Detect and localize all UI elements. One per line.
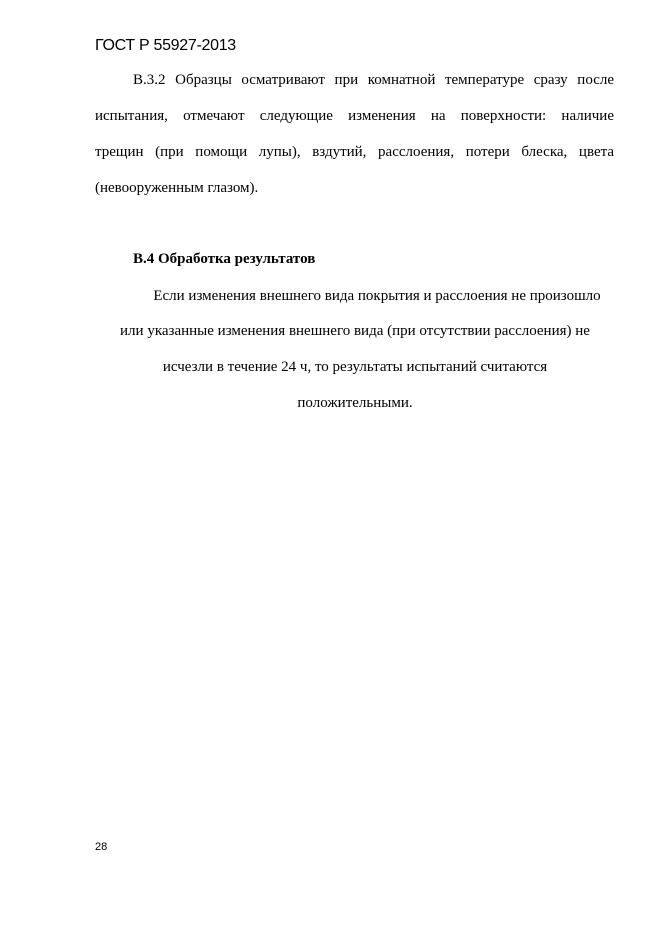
paragraph-line: (невооруженным глазом).: [95, 180, 259, 196]
paragraph-line: положительными.: [297, 395, 413, 411]
section-heading: В.4 Обработка результатов: [133, 251, 316, 267]
paragraph-line: исчезли в течение 24 ч, то результаты испытаний считаются: [162, 359, 548, 375]
paragraph-line: трещин (при помощи лупы), вздутий, расслоения, потери блеска, цвета: [95, 144, 614, 160]
document-header: ГОСТ Р 55927-2013: [95, 37, 236, 54]
paragraph-line: В.3.2 Образцы осматривают при комнатной температуре сразу после: [133, 72, 614, 88]
paragraph-line: испытания, отмечают следующие изменения на поверхности: наличие: [95, 108, 614, 124]
page-number: 28: [95, 841, 108, 853]
paragraph-line: или указанные изменения внешнего вида (при отсутствии расслоения) не: [120, 323, 590, 339]
paragraph-line: Если изменения внешнего вида покрытия и расслоения не произошло: [153, 288, 601, 304]
